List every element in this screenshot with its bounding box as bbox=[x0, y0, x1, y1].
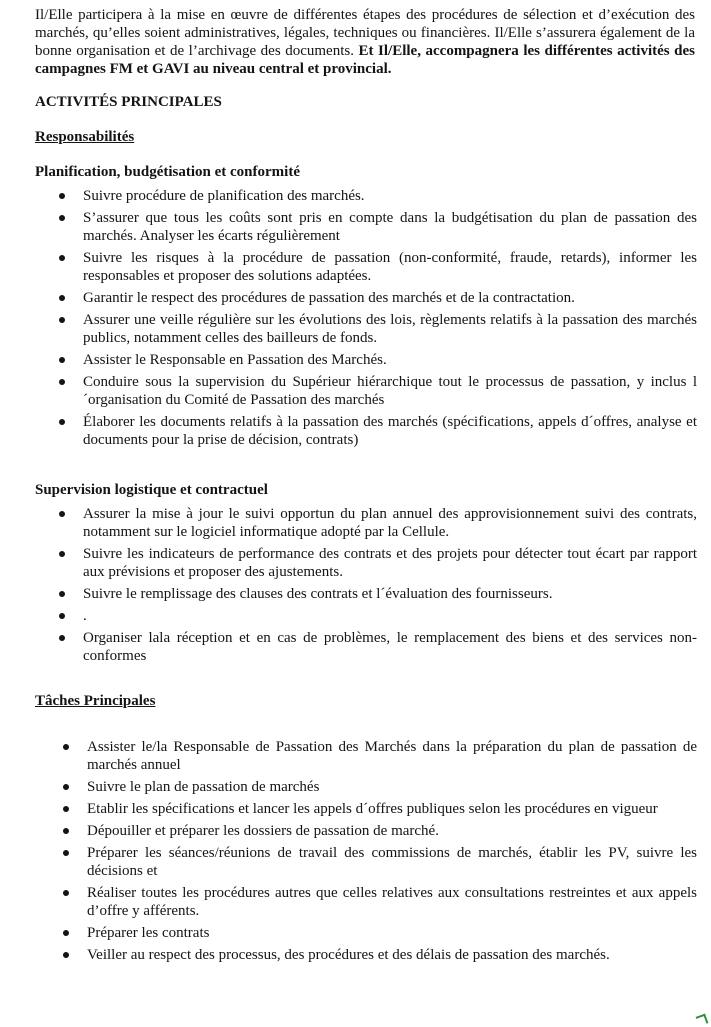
list-item: Suivre le remplissage des clauses des contrats et l´évaluation des fournisseurs. bbox=[35, 585, 697, 603]
list-item: Suivre le plan de passation de marchés bbox=[39, 778, 697, 796]
list-item: Conduire sous la supervision du Supérieur hiérarchique tout le processus de passation, y inclus l´organisation du Comité de Passation des marchés bbox=[35, 373, 697, 409]
bullet-icon bbox=[59, 379, 65, 385]
bullet-icon bbox=[59, 635, 65, 641]
bullet-icon bbox=[59, 551, 65, 557]
list-item: Veiller au respect des processus, des procédures et des délais de passation des marchés. bbox=[39, 946, 697, 964]
list-item: Assurer une veille régulière sur les évolutions des lois, règlements relatifs à la passation des marchés publics, notamment celles des bailleurs de fonds. bbox=[35, 311, 697, 347]
list-item: Suivre les risques à la procédure de passation (non-conformité, fraude, retards), informer les responsables et proposer des solutions adaptées. bbox=[35, 249, 697, 285]
bullet-icon bbox=[63, 744, 69, 750]
list-item: Assurer la mise à jour le suivi opportun du plan annuel des approvisionnement suivi des contrats, notamment sur le logiciel informatique adopté par la Cellule. bbox=[35, 505, 697, 541]
bullet-icon bbox=[59, 255, 65, 261]
bullet-icon bbox=[59, 193, 65, 199]
subheading-logistics: Supervision logistique et contractuel bbox=[35, 482, 268, 498]
list-item: Assister le Responsable en Passation des Marchés. bbox=[35, 351, 697, 369]
list-item: Préparer les contrats bbox=[39, 924, 697, 942]
heading-responsibilities: Responsabilités bbox=[35, 129, 135, 145]
list-item: Élaborer les documents relatifs à la passation des marchés (spécifications, appels d´offres, analyse et documents pour la prise de décision, contrats) bbox=[35, 413, 697, 449]
list-item: Etablir les spécifications et lancer les appels d´offres publiques selon les procédures en vigueur bbox=[39, 800, 697, 818]
list-item: Réaliser toutes les procédures autres que celles relatives aux consultations restreintes et aux appels d’offre y afférents. bbox=[39, 884, 697, 920]
intro-text: Il/Elle participera à la mise en œuvre de différentes étapes des procédures de sélection et d’exécution des marchés, qu’elles soient administratives, légales, techniques ou financières. Il/Elle s’assurera également de la bonne organisation et de l’archivage des documents. bbox=[35, 7, 695, 59]
bullet-icon bbox=[63, 850, 69, 856]
list-item: Dépouiller et préparer les dossiers de passation de marché. bbox=[39, 822, 697, 840]
pen-mark-icon bbox=[696, 1014, 709, 1027]
list-item: Garantir le respect des procédures de passation des marchés et de la contractation. bbox=[35, 289, 697, 307]
bullet-icon bbox=[59, 357, 65, 363]
bullet-icon bbox=[59, 613, 65, 619]
list-item: Préparer les séances/réunions de travail des commissions de marchés, établir les PV, suivre les décisions et bbox=[39, 844, 697, 880]
bullet-icon bbox=[63, 952, 69, 958]
list-item: Organiser lala réception et en cas de problèmes, le remplacement des biens et des services non-conformes bbox=[35, 629, 697, 665]
bullet-icon bbox=[59, 215, 65, 221]
bullet-icon bbox=[63, 806, 69, 812]
planning-list bbox=[35, 187, 697, 449]
intro-paragraph bbox=[35, 6, 697, 78]
bullet-icon bbox=[63, 784, 69, 790]
section-heading-main: ACTIVITÉS PRINCIPALES bbox=[35, 94, 222, 110]
list-item: Assister le/la Responsable de Passation des Marchés dans la préparation du plan de passation de marchés annuel bbox=[39, 738, 697, 774]
bullet-icon bbox=[63, 890, 69, 896]
list-item: S’assurer que tous les coûts sont pris en compte dans la budgétisation du plan de passation des marchés. Analyser les écarts régulièrement bbox=[35, 209, 697, 245]
list-item: Suivre les indicateurs de performance des contrats et des projets pour détecter tout écart par rapport aux prévisions et proposer des ajustements. bbox=[35, 545, 697, 581]
bullet-icon bbox=[59, 511, 65, 517]
bullet-icon bbox=[63, 828, 69, 834]
bullet-icon bbox=[59, 419, 65, 425]
heading-tasks: Tâches Principales bbox=[35, 693, 156, 709]
bullet-icon bbox=[59, 317, 65, 323]
bullet-icon bbox=[59, 591, 65, 597]
logistics-list bbox=[35, 505, 697, 665]
tasks-list bbox=[35, 738, 697, 964]
subheading-planning: Planification, budgétisation et conformité bbox=[35, 164, 300, 180]
list-item: . bbox=[35, 607, 697, 625]
bullet-icon bbox=[59, 295, 65, 301]
list-item: Suivre procédure de planification des marchés. bbox=[35, 187, 697, 205]
intro-bold-text: Et Il/Elle, accompagnera les différentes activités des campagnes FM et GAVI au niveau central et provincial. bbox=[35, 43, 695, 77]
bullet-icon bbox=[63, 930, 69, 936]
